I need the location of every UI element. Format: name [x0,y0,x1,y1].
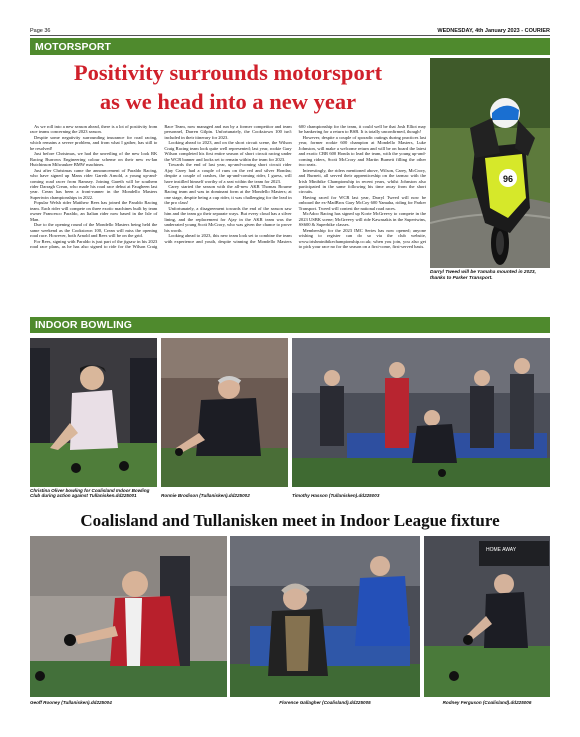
bowling-photo-4 [30,536,227,697]
bowling-photo-3 [292,338,550,487]
bowling-photo-2 [161,338,288,487]
section-title-indoor-bowling: INDOOR BOWLING [35,319,133,331]
section-bar-indoor-bowling [30,317,550,333]
article-paragraph: Towards the end of last year, up-and-coming short circuit rider Ajay Carey had a couple of runs on the red and silver Hondas; despite a couple of crashes, the up-and-coming rider, I guess, will have instilled himself worthy of a seat within the team for 2023. [164,162,292,184]
svg-text:HOME AWAY: HOME AWAY [486,547,517,553]
bowling-caption-2: Ronnie Brodison (Tullanisken).dd225002 [161,493,250,498]
page-header [30,26,550,36]
section-bar-motorsport [30,38,550,55]
issue-date: WEDNESDAY, 4th January 2023 - COURIER [437,27,550,34]
motorsport-headline [30,58,426,116]
bowling-photo-6 [424,536,550,697]
article-paragraph: However, despite a couple of sporadic outings during practices last year, former rookie 600 champion at Mondello Masters, Luke Johnston, will make a welcome return and will be on board the latest and exotic CBR 600 Honda to lead the team, with the young up-and-coming riders, Scott McCrory and Martin Burnett filling the other two seats. [298,134,426,168]
page-number: Page 36 [30,27,51,34]
article-paragraph: Looking ahead to 2023, and on the short circuit scene, the Wilson Craig Racing team look quite well represented; last year, rookie Gary Wilson completed his first entire season of short circuit racing under the WCR banner and looks set to remain within the team for 2023. [164,140,292,162]
bowling-headline: Coalisland and Tullanisken meet in Indoor League fixture [80,511,500,530]
bowling-photo-5 [230,536,420,697]
article-paragraph: Having raced for WCR last year, Darryl Tweed will now be onboard the ex-MadBros Gary McCoy 600 Yamaha, riding for Parker Transport. Tweed will contest the national road races. [298,194,426,211]
article-paragraph: McAdoo Racing has signed up Korie McGreevy to compete in the 2023 USBK scene; McGreevy will ride Kawasakis in the Supertwins, SS600 & Superbike classes. [298,211,426,228]
bowling-caption-3: Timothy Hasson (Tullanisken).dd225003 [292,493,380,498]
article-paragraph: Carey started the season with the all-new AKR Thomas Bourne Racing team and was in dominant form at the Mondello Masters; at one stage, despite being a cup rider, it was challenging for the lead in the pro class! [164,183,292,206]
svg-text:96: 96 [503,174,514,184]
article-paragraph: Interestingly, the riders mentioned above, Wilson, Carey, McCrory, and Burnett, all served their apprenticeship on the tarmac with the Irish Minibike Championship in recent years, whilst Johnston also participated in the same following his time away from the short circuits. [298,167,426,195]
motorcycle-photo-caption: Darryl Tweed will be Yamaha mounted in 2023, thanks to Parker Transport. [430,270,536,281]
article-paragraph: Just before Christmas, we had the unveiling of the new look RK Racing Burrows Engineering colour scheme on their new ex-Ian Hutchinson Milwaukee BMW machines. [30,151,158,168]
article-paragraph: Despite some negativity surrounding insurance for road racing, which remains a severe problem, and from what I gather, has still to be resolved! [30,134,158,151]
bowling-caption-6: Rodney Ferguson (Coalisland).dd225006 [442,700,532,705]
article-paragraph: Due to the opening round of the Mondello Masters being held the same weekend as the Cookstown 100, Crean will miss the opening road race. However, both Arnold and Rees will be on the grid. [30,222,158,239]
article-paragraph: Membership for the 2023 IMC Series has now opened; anyone wishing to register can do so via the club website, www.irishminibikechampionship.co.uk; when you join, you also get to pick your race no for the season on a first-come, first-served basis. [298,227,426,249]
headline-line-1: Positivity surrounds motorsport [73,60,383,85]
bowling-caption-4: Geoff Rooney (Tullanisken).dd225004 [30,700,112,705]
article-paragraph: Looking ahead to 2023, this new team look set to combine the team with experience and youth, despite winning the Mondello Masters 600 championship for the team, it could well be that Josh Elliot may be hankering for a return to BSB. It is totally unconfirmed, though! [164,124,426,244]
motorcycle-photo [430,58,550,268]
bowling-photo-1 [30,338,157,487]
article-paragraph: Popular Welsh rider Matthew Rees has joined the Paraldo Racing team. Each rider will compete on three exotic machines built by team owner Francesco Paraldo, an Italian rider now based in the Isle of Man. [30,200,158,222]
article-paragraph: As we roll into a new season ahead, there is a lot of positivity from race teams concerning the 2023 season. [30,124,158,135]
motorsport-article-body [30,124,426,312]
article-paragraph: Unfortunately, a disagreement towards the end of the season saw him and the team go their separate ways. But every cloud has a silver lining, and the replacement for Ajay in the AKR team was the underrated young Scott McCrory, who was given the chance to prove his worth. [164,205,292,233]
article-paragraph: For Rees, signing with Paraldo is just part of the jigsaw in his 2023 road race plans, as he has also signed to ride for the Wilson Craig Race Team, now managed and run by a former competitor and team personnel, Darren Gilpin. Unfortunately, the Cookstown 100 isn't included in their itinerary for 2023. [30,124,292,249]
article-paragraph: Just after Christmas came the announcement of Paraldo Racing, who have signed up Manx rider Gareth Arnold, a young up-and-coming road racer from Ramsey. Joining Gareth will be southern rider Darragh Crean, who made his road race debut at Faugheen last year. Crean has been a front-runner in the Mondello Masters Supertwin championships in 2022. [30,167,158,200]
section-title-motorsport: MOTORSPORT [35,40,112,53]
bowling-caption-5: Florence Gallagher (Coalisland).dd225005 [279,700,371,705]
bowling-caption-1: Christina Oliver bowling for Coalisland Indoor Bowling Club during action against Tullanisken.dd225001 [30,488,150,499]
headline-line-2: as we head into a new year [99,89,357,114]
